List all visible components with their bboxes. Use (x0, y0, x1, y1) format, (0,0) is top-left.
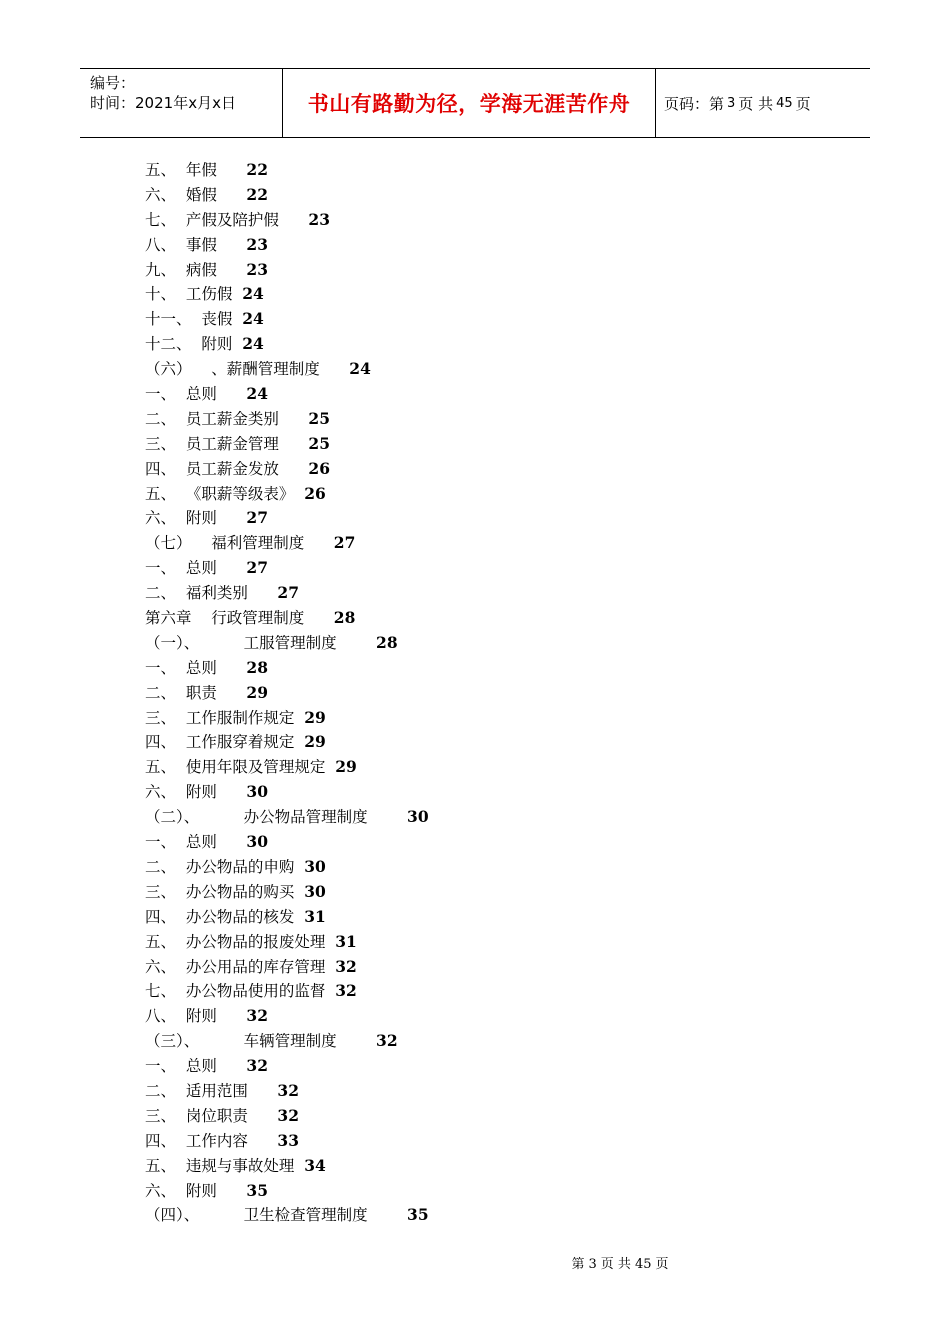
toc-entry-gap (294, 908, 304, 926)
page-total: 45 (776, 95, 793, 111)
toc-entry-gap (304, 534, 334, 552)
toc-entry-gap (217, 833, 247, 851)
toc-entry-label: 五、 《职薪等级表》 (145, 484, 295, 503)
toc-entry-label: 七、 产假及陪护假 (145, 210, 279, 229)
toc-entry[interactable] (145, 905, 429, 930)
toc-entry-label: 十二、 附则 (145, 335, 233, 354)
toc-entry-gap (294, 858, 304, 876)
toc-entry-label: 一、 总则 (145, 559, 217, 578)
toc-entry-page: 32 (277, 1105, 299, 1125)
toc-entry-page: 23 (308, 209, 330, 229)
toc-entry-label: 三、 工作服制作规定 (145, 708, 295, 727)
toc-entry-page: 32 (335, 956, 357, 976)
toc-entry-gap (279, 410, 309, 428)
toc-entry-gap (217, 559, 247, 577)
toc-entry-label: 五、 年假 (145, 161, 217, 179)
toc-entry-page: 29 (335, 757, 357, 777)
toc-entry-gap (325, 982, 335, 1000)
toc-entry[interactable] (145, 1154, 429, 1179)
toc-entry[interactable] (145, 183, 429, 208)
toc-entry-gap (320, 360, 350, 378)
toc-entry-label: 八、 事假 (145, 235, 217, 254)
toc-entry-gap (217, 186, 247, 204)
toc-entry-label: 二、 职责 (145, 683, 217, 702)
toc-entry[interactable] (145, 805, 429, 830)
toc-entry-label: 四、 员工薪金发放 (145, 459, 279, 478)
footer-prefix: 第 (571, 1257, 585, 1272)
toc-entry-page: 33 (277, 1130, 299, 1150)
toc-entry-label: 五、 违规与事故处理 (145, 1156, 295, 1175)
header-motto: 书山有路勤为径，学海无涯苦作舟 (307, 92, 631, 116)
toc-entry-label: 五、 使用年限及管理规定 (145, 758, 326, 777)
date-line (90, 93, 282, 113)
toc-entry-gap (304, 609, 334, 627)
toc-entry-page: 29 (246, 682, 268, 702)
toc-entry[interactable] (145, 482, 429, 507)
toc-entry-page: 22 (246, 184, 268, 204)
toc-entry-gap (325, 958, 335, 976)
toc-entry[interactable] (145, 606, 429, 631)
toc-entry-page: 26 (304, 483, 326, 503)
toc-entry-page: 32 (246, 1006, 268, 1026)
toc-entry-gap (294, 485, 304, 503)
toc-entry-gap (279, 211, 309, 229)
page-mid: 页 共 (738, 94, 774, 113)
toc-entry[interactable] (145, 556, 429, 581)
footer-current: 3 (588, 1257, 597, 1272)
toc-entry[interactable] (145, 332, 429, 357)
toc-entry-label: 第六章 行政管理制度 (145, 609, 305, 628)
toc-entry-label: 一、 总则 (145, 1057, 217, 1076)
toc-entry-page: 23 (246, 234, 268, 254)
toc-entry[interactable] (145, 457, 429, 482)
toc-entry[interactable] (145, 407, 429, 432)
footer-total: 45 (634, 1257, 652, 1272)
toc-entry-label: 四、 工作内容 (145, 1131, 248, 1150)
toc-entry-page: 30 (407, 807, 429, 827)
toc-entry-gap (217, 659, 247, 677)
toc-entry-label: （一）、 工服管理制度 (145, 633, 337, 652)
number-label: 编号： (90, 74, 136, 92)
toc-entry-gap (217, 1007, 247, 1025)
toc-entry-label: 六、 附则 (145, 783, 217, 802)
toc-entry-page: 32 (246, 1056, 268, 1076)
toc-entry-label: 八、 附则 (145, 1007, 217, 1026)
toc-entry[interactable] (145, 581, 429, 606)
toc-entry-gap (294, 1157, 304, 1175)
toc-entry-page: 32 (277, 1080, 299, 1100)
toc-entry-gap (279, 435, 309, 453)
toc-entry-gap (217, 236, 247, 254)
toc-entry[interactable] (145, 1004, 429, 1029)
toc-entry-label: 二、 适用范围 (145, 1081, 248, 1100)
toc-entry-page: 24 (242, 334, 264, 354)
toc-entry-gap (248, 584, 278, 602)
toc-entry-page: 27 (246, 508, 268, 528)
toc-entry-page: 28 (376, 632, 398, 652)
toc-entry-gap (325, 758, 335, 776)
toc-entry[interactable] (145, 830, 429, 855)
toc-entry-gap (294, 709, 304, 727)
page-current: 3 (727, 95, 736, 111)
toc-entry-gap (217, 385, 247, 403)
toc-entry[interactable] (145, 1203, 429, 1228)
toc-entry-gap (232, 285, 242, 303)
toc-entry-gap (217, 509, 247, 527)
toc-entry-gap (217, 1182, 247, 1200)
toc-entry-page: 30 (246, 782, 268, 802)
toc-entry-gap (337, 1032, 376, 1050)
toc-entry-gap (217, 161, 247, 179)
toc-entry-page: 29 (304, 707, 326, 727)
toc-entry-gap (232, 335, 242, 353)
toc-entry[interactable] (145, 357, 429, 382)
toc-entry-label: 三、 办公物品的购买 (145, 882, 295, 901)
toc-entry-gap (217, 783, 247, 801)
toc-entry-label: 一、 总则 (145, 385, 217, 404)
toc-entry[interactable] (145, 1029, 429, 1054)
toc-entry-gap (325, 933, 335, 951)
document-header (80, 68, 870, 138)
toc-entry[interactable] (145, 233, 429, 258)
toc-entry-page: 30 (304, 856, 326, 876)
toc-entry[interactable] (145, 855, 429, 880)
toc-entry-page: 32 (335, 981, 357, 1001)
toc-entry-label: 九、 病假 (145, 260, 217, 279)
toc-entry-page: 35 (407, 1205, 429, 1225)
toc-entry-label: 三、 员工薪金管理 (145, 434, 279, 453)
toc-entry-label: 六、 办公用品的库存管理 (145, 957, 326, 976)
toc-entry[interactable] (145, 979, 429, 1004)
toc-entry-label: 一、 总则 (145, 833, 217, 852)
toc-entry-label: （六） 、薪酬管理制度 (145, 360, 320, 379)
toc-entry-label: 十、 工伤假 (145, 285, 233, 304)
toc-entry[interactable] (145, 955, 429, 980)
date-label: 时间： (90, 94, 136, 112)
toc-entry-page: 30 (304, 881, 326, 901)
footer-mid: 页 共 (600, 1257, 631, 1272)
toc-entry[interactable] (145, 1079, 429, 1104)
toc-entry-page: 24 (242, 284, 264, 304)
toc-entry-label: 十一、 丧假 (145, 310, 233, 329)
toc-entry[interactable] (145, 432, 429, 457)
date-value: 2021年x月x日 (135, 94, 236, 112)
toc-entry[interactable] (145, 780, 429, 805)
toc-entry-gap (217, 261, 247, 279)
toc-entry[interactable] (145, 307, 429, 332)
toc-entry-page: 29 (304, 732, 326, 752)
toc-entry-page: 31 (335, 931, 357, 951)
toc-entry-page: 23 (246, 259, 268, 279)
toc-entry-label: （七） 福利管理制度 (145, 534, 305, 553)
toc-entry[interactable] (145, 1104, 429, 1129)
toc-entry-page: 35 (246, 1180, 268, 1200)
toc-entry[interactable] (145, 1054, 429, 1079)
toc-entry-gap (294, 733, 304, 751)
toc-entry-gap (217, 684, 247, 702)
toc-entry-label: 二、 办公物品的申购 (145, 857, 295, 876)
toc-entry[interactable] (145, 531, 429, 556)
toc-entry[interactable] (145, 282, 429, 307)
toc-entry-page: 24 (349, 359, 371, 379)
toc-entry-gap (294, 883, 304, 901)
toc-entry-label: 二、 员工薪金类别 (145, 409, 279, 428)
table-of-contents (145, 158, 429, 1228)
header-meta (80, 69, 282, 137)
toc-entry-label: 六、 附则 (145, 509, 217, 528)
toc-entry-page: 27 (246, 558, 268, 578)
toc-entry[interactable] (145, 506, 429, 531)
toc-entry-label: （四）、 卫生检查管理制度 (145, 1206, 368, 1225)
toc-entry-page: 25 (308, 433, 330, 453)
toc-entry-gap (337, 634, 376, 652)
toc-entry-label: （二）、 办公物品管理制度 (145, 808, 368, 827)
toc-entry[interactable] (145, 1129, 429, 1154)
toc-entry[interactable] (145, 681, 429, 706)
toc-entry-page: 27 (277, 583, 299, 603)
toc-entry-label: 六、 婚假 (145, 185, 217, 204)
toc-entry[interactable] (145, 656, 429, 681)
toc-entry-page: 25 (308, 408, 330, 428)
toc-entry-page: 28 (333, 608, 356, 628)
toc-entry-label: 四、 工作服穿着规定 (145, 733, 295, 752)
toc-entry-label: 六、 附则 (145, 1181, 217, 1200)
toc-entry-gap (217, 1057, 247, 1075)
page-prefix: 页码：第 (664, 94, 725, 113)
toc-entry-label: 五、 办公物品的报废处理 (145, 932, 326, 951)
toc-entry[interactable] (145, 631, 429, 656)
footer-suffix: 页 (655, 1257, 669, 1272)
toc-entry-page: 28 (246, 657, 268, 677)
toc-entry-page: 24 (246, 384, 268, 404)
toc-entry-page: 30 (246, 832, 268, 852)
toc-entry-gap (248, 1132, 278, 1150)
toc-entry[interactable] (145, 706, 429, 731)
toc-entry-gap (248, 1082, 278, 1100)
toc-entry[interactable] (145, 208, 429, 233)
toc-entry-page: 26 (308, 458, 330, 478)
toc-entry[interactable] (145, 880, 429, 905)
toc-entry-gap (279, 460, 309, 478)
header-motto-cell (282, 69, 656, 137)
toc-entry[interactable] (145, 382, 429, 407)
toc-entry-page: 32 (376, 1031, 398, 1051)
toc-entry-label: 七、 办公物品使用的监督 (145, 982, 326, 1001)
toc-entry-label: （三）、 车辆管理制度 (145, 1032, 337, 1051)
toc-entry[interactable] (145, 730, 429, 755)
toc-entry-label: 一、 总则 (145, 658, 217, 677)
toc-entry[interactable] (145, 930, 429, 955)
toc-entry-page: 31 (304, 906, 326, 926)
toc-entry-gap (248, 1107, 278, 1125)
toc-entry-label: 四、 办公物品的核发 (145, 907, 295, 926)
header-page-info (656, 69, 870, 137)
toc-entry-page: 34 (304, 1155, 326, 1175)
toc-entry-page: 22 (246, 160, 268, 179)
toc-entry[interactable] (145, 258, 429, 283)
toc-entry-label: 二、 福利类别 (145, 584, 248, 603)
toc-entry[interactable] (145, 158, 429, 183)
toc-entry-label: 三、 岗位职责 (145, 1106, 248, 1125)
toc-entry[interactable] (145, 755, 429, 780)
toc-entry-page: 24 (242, 309, 264, 329)
toc-entry[interactable] (145, 1179, 429, 1204)
toc-entry-gap (368, 808, 407, 826)
toc-entry-gap (368, 1206, 407, 1224)
toc-entry-page: 27 (333, 533, 356, 553)
page-footer (0, 1253, 950, 1272)
page-suffix: 页 (795, 94, 811, 113)
toc-entry-gap (232, 310, 242, 328)
